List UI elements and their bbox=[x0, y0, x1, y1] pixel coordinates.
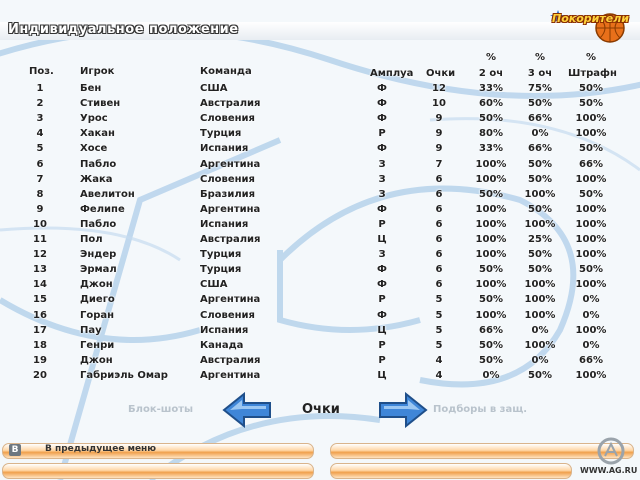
cell-role: Ф bbox=[377, 203, 387, 215]
cell-pos: 16 bbox=[33, 309, 47, 321]
cell-pos: 17 bbox=[33, 324, 47, 336]
cell-ft-pct: 50% bbox=[579, 188, 603, 200]
col-header-ft[interactable]: Штрафн bbox=[568, 68, 617, 79]
cell-role: Ф bbox=[377, 83, 387, 94]
cell-team: Австралия bbox=[200, 234, 261, 245]
cell-2pt-pct: 60% bbox=[479, 98, 503, 110]
cell-team: США bbox=[200, 279, 228, 291]
cell-pos: 20 bbox=[33, 369, 47, 381]
cell-role: Р bbox=[378, 354, 386, 366]
prev-category-label: Блок-шоты bbox=[128, 404, 194, 415]
cell-points: 10 bbox=[432, 98, 446, 110]
cell-pos: 12 bbox=[33, 249, 47, 261]
cell-player: Пол bbox=[80, 234, 103, 245]
cell-team: Турция bbox=[200, 264, 242, 276]
cell-player: Стивен bbox=[80, 98, 121, 110]
cell-points: 4 bbox=[435, 369, 443, 381]
cell-pos: 8 bbox=[36, 188, 44, 200]
cell-ft-pct: 100% bbox=[575, 203, 607, 215]
next-category-label: Подборы в защ. bbox=[433, 404, 528, 415]
cell-team: Канада bbox=[200, 339, 244, 351]
cell-role: Ф bbox=[377, 98, 387, 110]
cell-3pt-pct: 50% bbox=[528, 249, 552, 261]
cell-points: 6 bbox=[435, 234, 443, 245]
cell-player: Диего bbox=[80, 294, 115, 306]
cell-ft-pct: 50% bbox=[579, 83, 603, 94]
cell-team: Испания bbox=[200, 143, 249, 155]
cell-pos: 5 bbox=[36, 143, 44, 155]
cell-3pt-pct: 50% bbox=[528, 203, 552, 215]
col-header-role[interactable]: Амплуа bbox=[370, 68, 414, 79]
cell-ft-pct: 100% bbox=[575, 369, 607, 381]
cell-3pt-pct: 100% bbox=[524, 339, 556, 351]
cell-ft-pct: 50% bbox=[579, 143, 603, 155]
cell-3pt-pct: 100% bbox=[524, 279, 556, 291]
cell-team: Испания bbox=[200, 218, 249, 230]
page-title: Индивидуальное положение bbox=[8, 22, 239, 37]
cell-2pt-pct: 100% bbox=[475, 279, 507, 291]
cell-3pt-pct: 25% bbox=[528, 234, 552, 245]
back-key-icon[interactable]: B bbox=[9, 444, 21, 456]
cell-player: Эрмал bbox=[80, 264, 117, 276]
cell-2pt-pct: 100% bbox=[475, 234, 507, 245]
cell-ft-pct: 66% bbox=[579, 354, 603, 366]
cell-2pt-pct: 0% bbox=[482, 369, 500, 381]
cell-3pt-pct: 50% bbox=[528, 173, 552, 185]
cell-pos: 2 bbox=[36, 98, 44, 110]
cell-player: Генри bbox=[80, 339, 115, 351]
cell-team: Австралия bbox=[200, 98, 261, 110]
cell-3pt-pct: 50% bbox=[528, 158, 552, 170]
cell-team: Словения bbox=[200, 173, 255, 185]
cell-2pt-pct: 100% bbox=[475, 173, 507, 185]
cell-player: Бен bbox=[80, 83, 102, 94]
cell-player: Габриэль Омар bbox=[80, 369, 168, 381]
cell-team: Аргентина bbox=[200, 203, 261, 215]
cell-role: Р bbox=[378, 218, 386, 230]
cell-player: Пау bbox=[80, 324, 102, 336]
cell-pos: 1 bbox=[36, 83, 44, 94]
cell-2pt-pct: 100% bbox=[475, 158, 507, 170]
cell-2pt-pct: 50% bbox=[479, 354, 503, 366]
cell-team: США bbox=[200, 83, 228, 94]
cell-2pt-pct: 33% bbox=[479, 143, 503, 155]
cell-3pt-pct: 0% bbox=[531, 324, 549, 336]
col-header-3pt-pct-symbol: % bbox=[534, 52, 546, 63]
bottom-bar-left-lower bbox=[2, 463, 314, 479]
cell-pos: 7 bbox=[36, 173, 44, 185]
cell-role: Ф bbox=[377, 143, 387, 155]
cell-ft-pct: 100% bbox=[575, 128, 607, 140]
cell-role: Р bbox=[378, 128, 386, 140]
cell-3pt-pct: 100% bbox=[524, 218, 556, 230]
col-header-2pt-pct-symbol: % bbox=[485, 52, 497, 63]
cell-3pt-pct: 66% bbox=[528, 113, 552, 125]
cell-player: Джон bbox=[80, 354, 113, 366]
cell-2pt-pct: 100% bbox=[475, 218, 507, 230]
cell-ft-pct: 0% bbox=[582, 294, 600, 306]
cell-2pt-pct: 50% bbox=[479, 264, 503, 276]
cell-points: 9 bbox=[435, 113, 443, 125]
cell-ft-pct: 100% bbox=[575, 173, 607, 185]
cell-2pt-pct: 66% bbox=[479, 324, 503, 336]
cell-points: 6 bbox=[435, 264, 443, 276]
cell-team: Австралия bbox=[200, 354, 261, 366]
cell-player: Авелитон bbox=[80, 188, 135, 200]
cell-points: 5 bbox=[435, 339, 443, 351]
prev-arrow-button[interactable] bbox=[222, 392, 272, 428]
cell-role: Ф bbox=[377, 279, 387, 291]
cell-points: 6 bbox=[435, 249, 443, 261]
bottom-bar-right-lower bbox=[330, 463, 572, 479]
cell-3pt-pct: 50% bbox=[528, 264, 552, 276]
cell-pos: 4 bbox=[36, 128, 44, 140]
cell-points: 6 bbox=[435, 203, 443, 215]
cell-points: 9 bbox=[435, 128, 443, 140]
cell-3pt-pct: 100% bbox=[524, 309, 556, 321]
cell-role: З bbox=[378, 188, 386, 200]
col-header-points[interactable]: Очки bbox=[426, 68, 456, 79]
cell-ft-pct: 0% bbox=[582, 309, 600, 321]
cell-team: Аргентина bbox=[200, 369, 261, 381]
cell-role: Ф bbox=[377, 113, 387, 125]
back-menu-label[interactable]: В предыдущее меню bbox=[45, 444, 157, 454]
cell-points: 5 bbox=[435, 309, 443, 321]
cell-pos: 14 bbox=[33, 279, 47, 291]
cell-role: З bbox=[378, 173, 386, 185]
cell-2pt-pct: 50% bbox=[479, 294, 503, 306]
cell-3pt-pct: 66% bbox=[528, 143, 552, 155]
cell-2pt-pct: 100% bbox=[475, 309, 507, 321]
cell-team: Словения bbox=[200, 113, 255, 125]
cell-pos: 11 bbox=[33, 234, 47, 245]
current-category-label: Очки bbox=[302, 402, 340, 417]
cell-role: Ц bbox=[377, 369, 387, 381]
cell-2pt-pct: 50% bbox=[479, 339, 503, 351]
cell-pos: 9 bbox=[36, 203, 44, 215]
cell-ft-pct: 0% bbox=[582, 339, 600, 351]
cell-points: 5 bbox=[435, 294, 443, 306]
cell-pos: 6 bbox=[36, 158, 44, 170]
cell-player: Урос bbox=[80, 113, 108, 125]
cell-team: Испания bbox=[200, 324, 249, 336]
cell-ft-pct: 50% bbox=[579, 264, 603, 276]
cell-3pt-pct: 0% bbox=[531, 128, 549, 140]
next-arrow-button[interactable] bbox=[378, 392, 428, 428]
watermark-text: WWW.AG.RU bbox=[580, 466, 638, 475]
cell-3pt-pct: 100% bbox=[524, 294, 556, 306]
cell-team: Бразилия bbox=[200, 188, 256, 200]
cell-team: Аргентина bbox=[200, 294, 261, 306]
cell-role: Ф bbox=[377, 309, 387, 321]
cell-pos: 15 bbox=[33, 294, 47, 306]
cell-points: 9 bbox=[435, 143, 443, 155]
cell-points: 6 bbox=[435, 173, 443, 185]
cell-team: Словения bbox=[200, 309, 255, 321]
cell-points: 7 bbox=[435, 158, 443, 170]
cell-ft-pct: 66% bbox=[579, 158, 603, 170]
logo-text: Покорители bbox=[552, 12, 629, 25]
cell-ft-pct: 100% bbox=[575, 218, 607, 230]
cell-ft-pct: 100% bbox=[575, 113, 607, 125]
cell-ft-pct: 100% bbox=[575, 279, 607, 291]
cell-3pt-pct: 0% bbox=[531, 354, 549, 366]
cell-3pt-pct: 75% bbox=[528, 83, 552, 94]
cell-points: 12 bbox=[432, 83, 446, 94]
cell-ft-pct: 100% bbox=[575, 324, 607, 336]
cell-pos: 13 bbox=[33, 264, 47, 276]
cell-player: Пабло bbox=[80, 218, 117, 230]
cell-player: Хакан bbox=[80, 128, 115, 140]
cell-team: Турция bbox=[200, 249, 242, 261]
col-header-2pt[interactable]: 2 оч bbox=[478, 68, 504, 79]
col-header-3pt[interactable]: 3 оч bbox=[527, 68, 553, 79]
cell-player: Горан bbox=[80, 309, 115, 321]
cell-role: З bbox=[378, 249, 386, 261]
cell-points: 6 bbox=[435, 218, 443, 230]
cell-role: Р bbox=[378, 294, 386, 306]
cell-player: Эндер bbox=[80, 249, 117, 261]
cell-2pt-pct: 80% bbox=[479, 128, 503, 140]
cell-points: 6 bbox=[435, 188, 443, 200]
cell-role: З bbox=[378, 158, 386, 170]
cell-pos: 3 bbox=[36, 113, 44, 125]
cell-ft-pct: 50% bbox=[579, 98, 603, 110]
cell-player: Фелипе bbox=[80, 203, 125, 215]
cell-pos: 18 bbox=[33, 339, 47, 351]
col-header-ft-pct-symbol: % bbox=[585, 52, 597, 63]
cell-team: Турция bbox=[200, 128, 242, 140]
cell-points: 4 bbox=[435, 354, 443, 366]
cell-player: Хосе bbox=[80, 143, 108, 155]
cell-ft-pct: 100% bbox=[575, 249, 607, 261]
cell-pos: 10 bbox=[33, 218, 47, 230]
cell-points: 5 bbox=[435, 324, 443, 336]
col-header-pos[interactable]: Поз. bbox=[29, 66, 54, 77]
cell-2pt-pct: 50% bbox=[479, 188, 503, 200]
cell-2pt-pct: 50% bbox=[479, 113, 503, 125]
cell-3pt-pct: 50% bbox=[528, 369, 552, 381]
cell-points: 6 bbox=[435, 279, 443, 291]
cell-pos: 19 bbox=[33, 354, 47, 366]
col-header-team[interactable]: Команда bbox=[200, 66, 252, 77]
cell-role: Ц bbox=[377, 234, 387, 245]
cell-ft-pct: 100% bbox=[575, 234, 607, 245]
cell-2pt-pct: 100% bbox=[475, 203, 507, 215]
cell-player: Жака bbox=[80, 173, 113, 185]
col-header-player[interactable]: Игрок bbox=[80, 66, 115, 77]
cell-2pt-pct: 100% bbox=[475, 249, 507, 261]
cell-team: Аргентина bbox=[200, 158, 261, 170]
cell-role: Р bbox=[378, 339, 386, 351]
cell-role: Ф bbox=[377, 264, 387, 276]
cell-role: Ц bbox=[377, 324, 387, 336]
cell-3pt-pct: 100% bbox=[524, 188, 556, 200]
bottom-bar-right-upper bbox=[330, 443, 634, 459]
watermark-logo bbox=[596, 436, 626, 466]
cell-player: Джон bbox=[80, 279, 113, 291]
cell-player: Пабло bbox=[80, 158, 117, 170]
cell-2pt-pct: 33% bbox=[479, 83, 503, 94]
cell-3pt-pct: 50% bbox=[528, 98, 552, 110]
